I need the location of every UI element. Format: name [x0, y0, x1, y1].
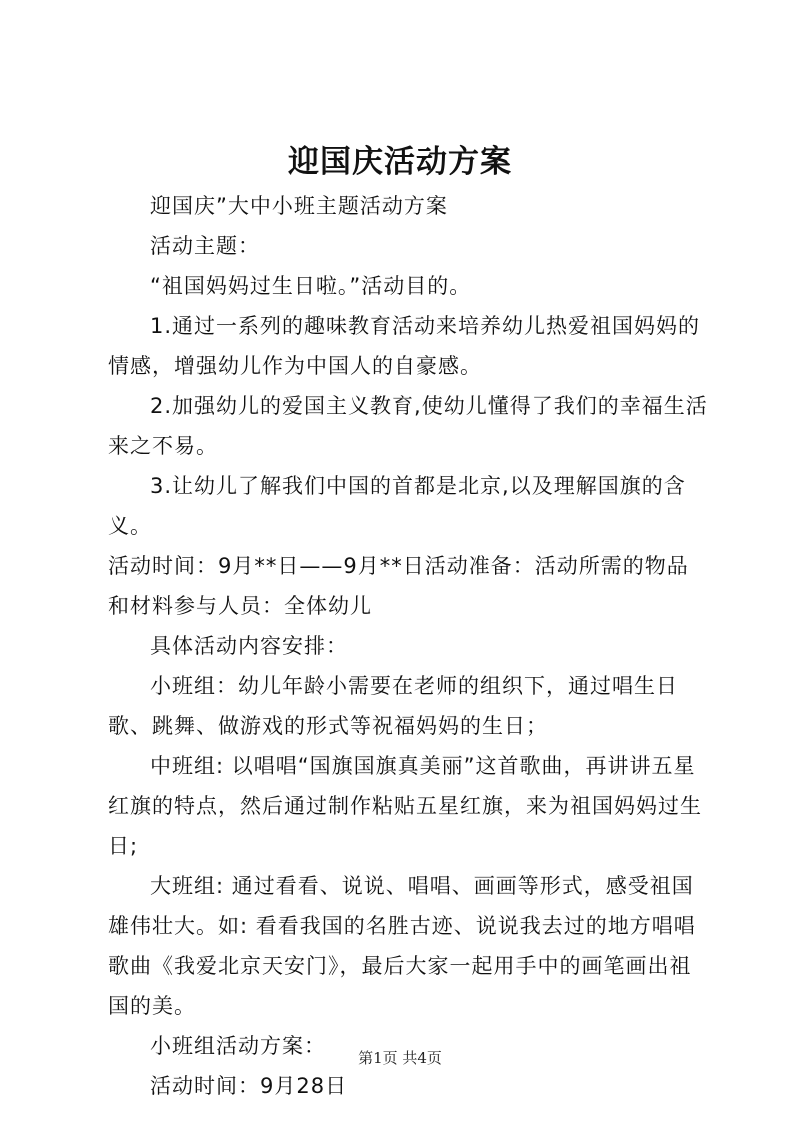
paragraph-subtitle: 迎国庆”大中小班主题活动方案 — [150, 194, 448, 218]
paragraph-goal-2: 2.加强幼儿的爱国主义教育,使幼儿懂得了我们的幸福生活来之不易。 — [108, 394, 708, 458]
paragraph-theme-label: 活动主题： — [150, 234, 260, 258]
paragraph-small-class-plan-label: 小班组活动方案： — [150, 1034, 326, 1058]
paragraph-large-class: 大班组: 通过看看、说说、唱唱、画画等形式，感受祖国雄伟壮大。如: 看看我国的名胜古迹、说说我去过的地方唱唱歌曲《我爱北京天安门》，最后大家一起用手中的画笔画出祖国的美。 — [108, 874, 696, 1018]
paragraph-goal-3: 3.让幼儿了解我们中国的首都是北京,以及理解国旗的含义。 — [108, 474, 686, 538]
paragraph-theme-text: “祖国妈妈过生日啦。”活动目的。 — [150, 274, 472, 298]
paragraph-goal-1: 1.通过一系列的趣味教育活动来培养幼儿热爱祖国妈妈的情感，增强幼儿作为中国人的自豪感。 — [108, 314, 701, 378]
page-number-footer: 第1页 共4页 — [358, 1049, 442, 1067]
paragraph-schedule-label: 具体活动内容安排： — [150, 634, 348, 658]
paragraph-activity-date: 活动时间：9月28日 — [150, 1074, 348, 1098]
paragraph-small-class: 小班组：幼儿年龄小需要在老师的组织下，通过唱生日歌、跳舞、做游戏的形式等祝福妈妈的生日； — [108, 674, 678, 738]
document-body — [108, 186, 708, 1106]
paragraph-middle-class: 中班组: 以唱唱“国旗国旗真美丽”这首歌曲，再讲讲五星红旗的特点，然后通过制作粘贴五星红旗，来为祖国妈妈过生日; — [108, 754, 702, 858]
paragraph-time-and-prep: 活动时间：9月**日——9月**日活动准备：活动所需的物品和材料参与人员：全体幼儿 — [108, 554, 689, 618]
document-title: 迎国庆活动方案 — [288, 144, 512, 180]
